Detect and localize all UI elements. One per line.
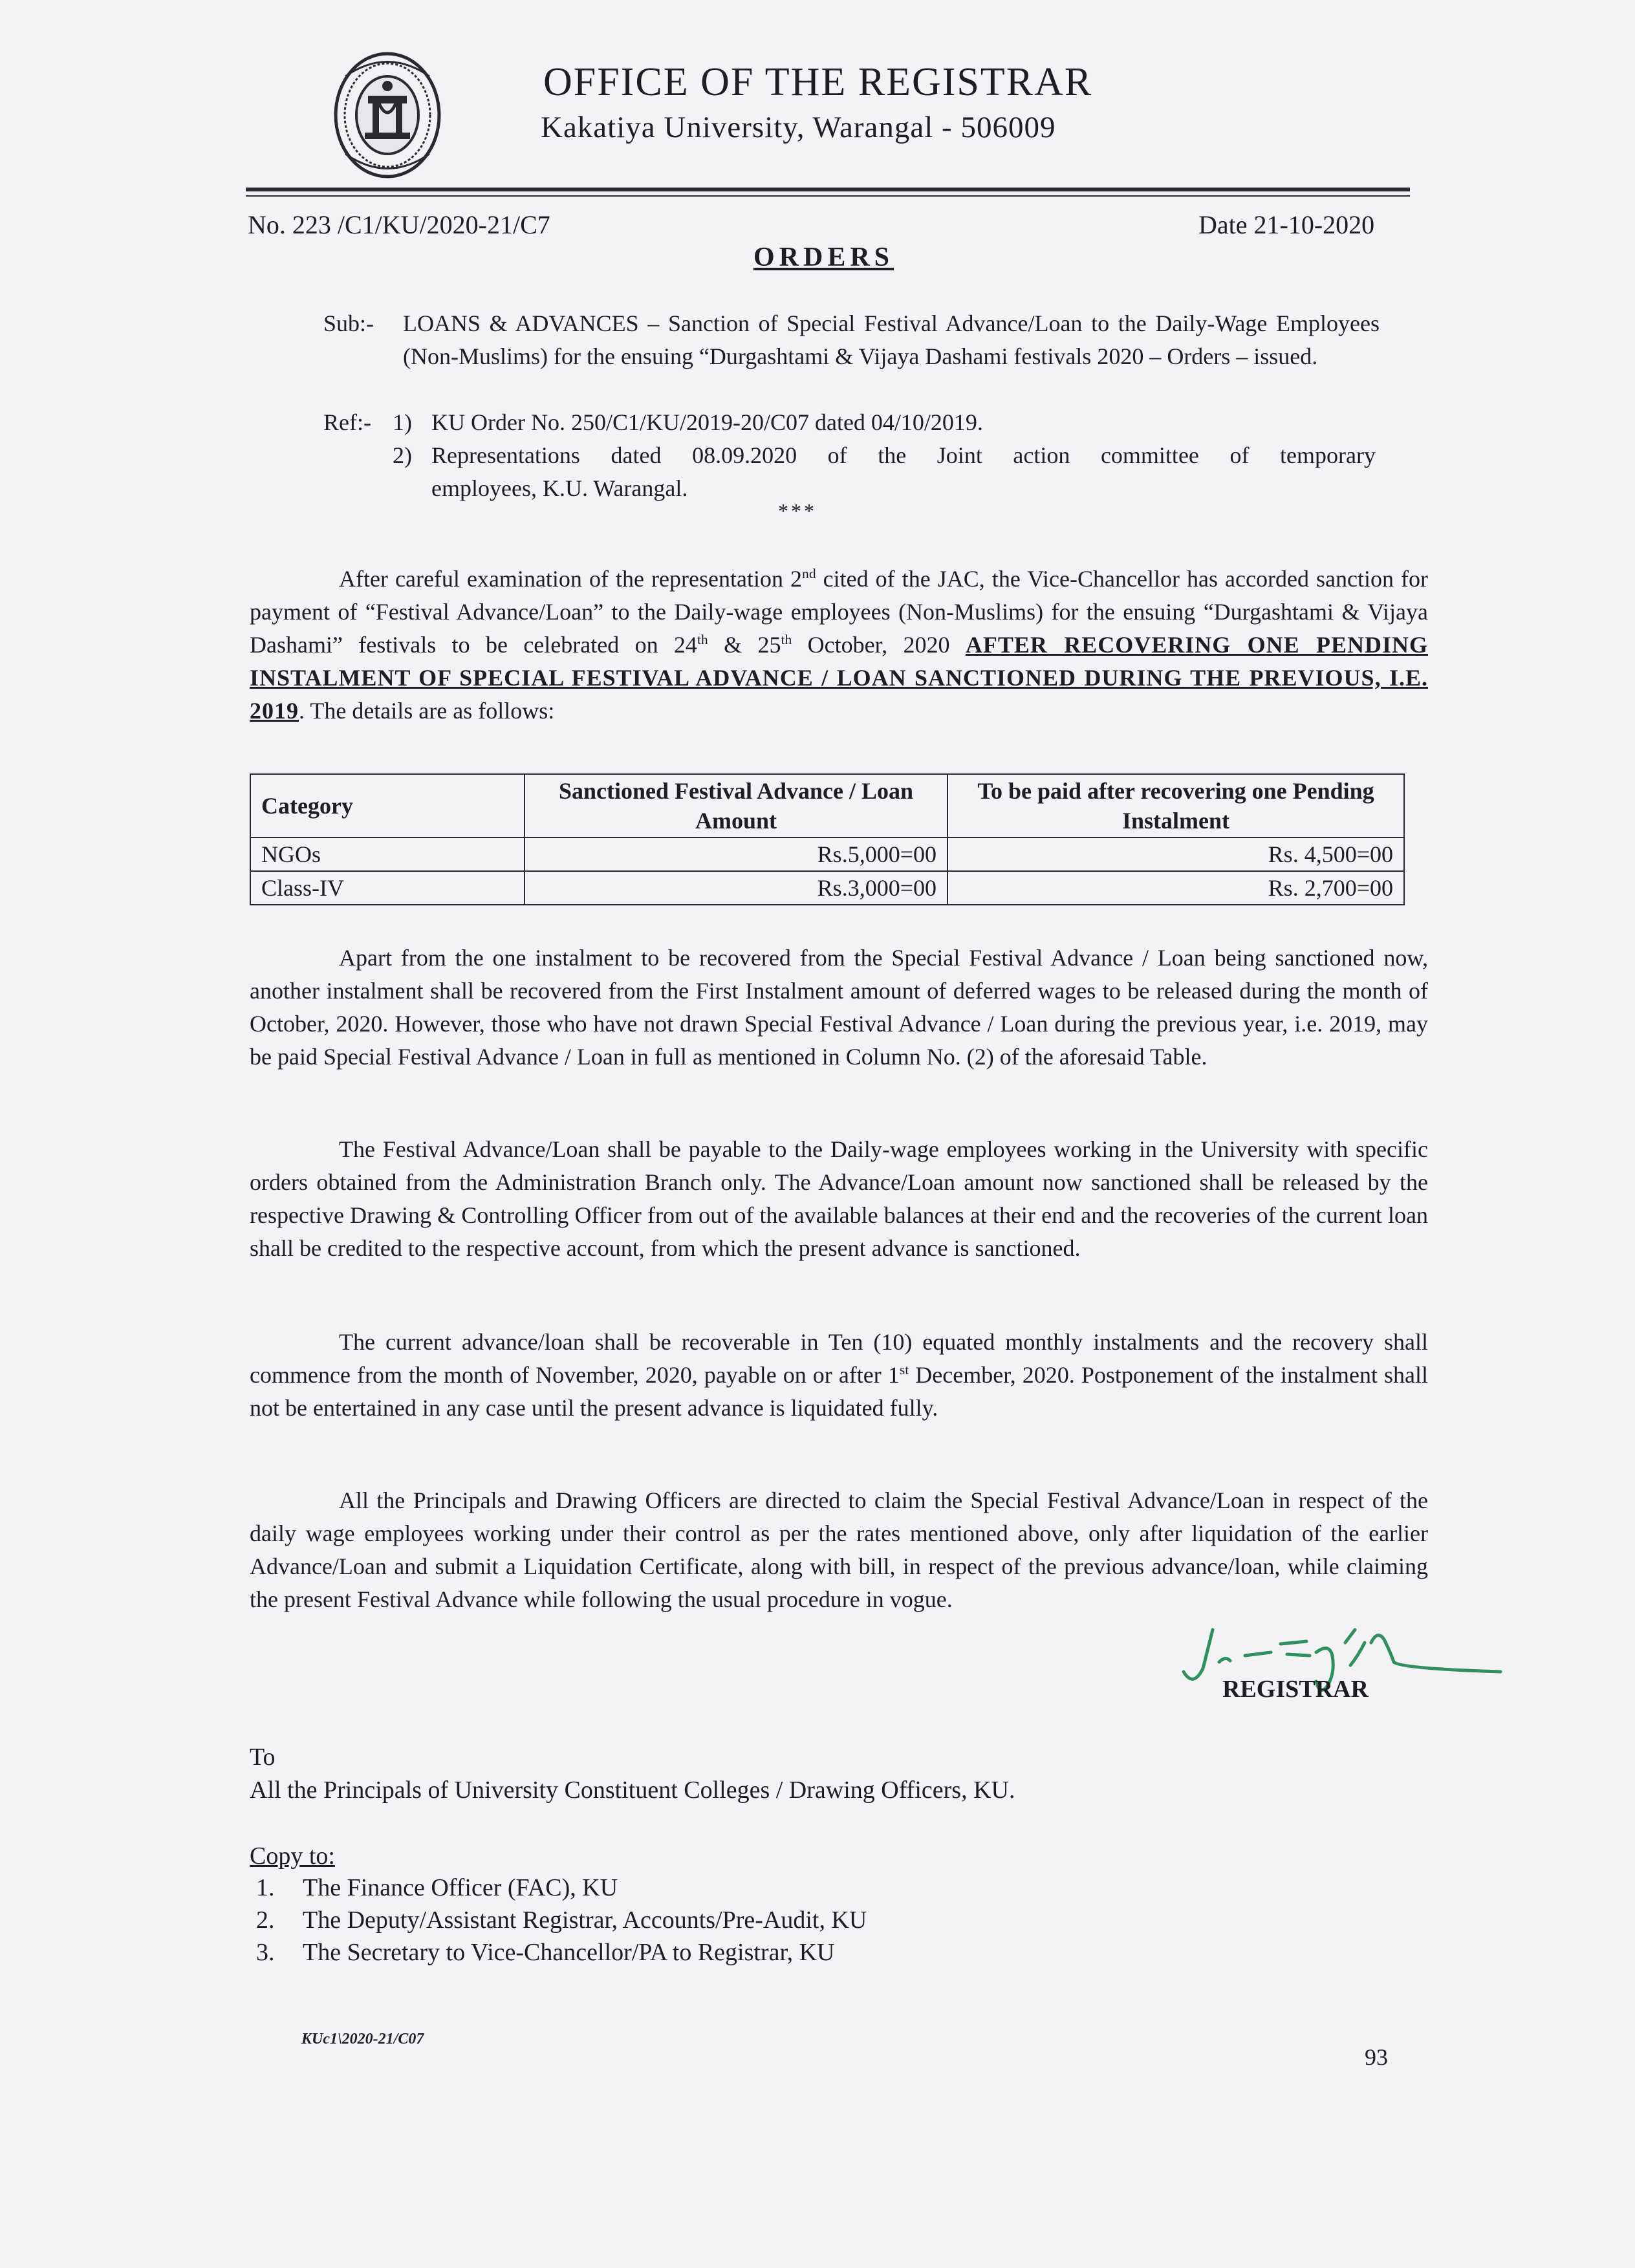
order-date: Date 21-10-2020 <box>1198 210 1375 239</box>
table-row <box>250 837 1404 871</box>
table-cell: NGOs <box>250 837 525 871</box>
ref-text: Representations dated 08.09.2020 of the Joint action committee of temporary <box>431 442 1376 468</box>
table-header-row <box>250 774 1404 837</box>
para1-text: & 25 <box>708 632 781 658</box>
header-rule <box>246 188 1410 191</box>
para1-text: After careful examination of the representation 2 <box>339 566 803 592</box>
list-text: The Secretary to Vice-Chancellor/PA to Registrar, KU <box>303 1939 835 1966</box>
superscript: nd <box>802 566 816 581</box>
ref-item-1 <box>393 406 1376 439</box>
para4-text: The current advance/loan shall be recoverable in Ten (10) equated monthly instalments and the recovery shall commence from the month of November, 2020, payable on or after 1 <box>250 1329 1428 1388</box>
registrar-designation: REGISTRAR <box>1222 1676 1369 1703</box>
paragraph-1 <box>250 563 1428 728</box>
subject-text: LOANS & ADVANCES – Sanction of Special Festival Advance/Loan to the Daily-Wage Employees (Non-Muslims) for the ensuing “Durgashtami & Vijaya Dashami festivals 2020 – Orders – issued. <box>403 310 1380 369</box>
superscript: st <box>899 1362 909 1377</box>
list-item <box>256 1938 835 1967</box>
copy-to-label: Copy to: <box>250 1842 335 1870</box>
ref-number: 2) <box>393 442 412 468</box>
ref-label: Ref:- <box>323 409 371 435</box>
table-row <box>250 871 1404 905</box>
header-rule-thin <box>246 195 1410 197</box>
table-cell: Rs. 4,500=00 <box>947 837 1404 871</box>
university-name: Kakatiya University, Warangal - 506009 <box>541 111 1056 144</box>
para4-text: December, 2020. Postponement of the instalment shall not be entertained in any case until the present advance is liquidated fully. <box>250 1362 1428 1421</box>
para1-text: cited of the JAC, the Vice-Chancellor has accorded sanction for payment of “Festival Advance/Loan” to the Daily-wage employees (Non-Muslims) for the ensuing “Durgashtami & Vijaya Dashami” festivals to be celebrated on 24 <box>250 566 1428 658</box>
table-header: Category <box>250 774 525 837</box>
superscript: th <box>697 632 708 647</box>
ref-item-2 <box>393 439 1376 472</box>
list-text: The Deputy/Assistant Registrar, Accounts/Pre-Audit, KU <box>303 1906 867 1934</box>
office-title: OFFICE OF THE REGISTRAR <box>543 60 1093 104</box>
table-header: To be paid after recovering one Pending Instalment <box>947 774 1404 837</box>
table-cell: Rs.5,000=00 <box>525 837 947 871</box>
separator: *** <box>778 499 817 523</box>
order-number: No. 223 /C1/KU/2020-21/C7 <box>248 210 550 239</box>
superscript: th <box>781 632 792 647</box>
subject-label: Sub:- <box>323 310 374 336</box>
addressee: All the Principals of University Constituent Colleges / Drawing Officers, KU. <box>250 1777 1015 1804</box>
list-item <box>256 1906 867 1934</box>
table-cell: Class-IV <box>250 871 525 905</box>
page-number: 93 <box>1365 2044 1388 2070</box>
orders-heading: ORDERS <box>753 243 894 272</box>
list-number: 1. <box>256 1874 275 1901</box>
para1-text: . The details are as follows: <box>299 698 555 724</box>
table-cell: Rs. 2,700=00 <box>947 871 1404 905</box>
list-item <box>256 1874 618 1902</box>
emphasis-text: AFTER RECOVERING ONE PENDING INSTALMENT OF SPECIAL FESTIVAL ADVANCE / LOAN SANCTIONED DURING THE PREVIOUS, I.E. 2019 <box>250 632 1428 724</box>
paragraph-5: All the Principals and Drawing Officers are directed to claim the Special Festival Advance/Loan in respect of the daily wage employees working under their control as per the rates mentioned above, only after liquidation of the earlier Advance/Loan and submit a Liquidation Certificate, along with bill, in respect of the previous advance/loan, while claiming the present Festival Advance while following the usual procedure in vogue. <box>250 1487 1428 1612</box>
to-label: To <box>250 1744 276 1771</box>
paragraph-2: Apart from the one instalment to be recovered from the Special Festival Advance / Loan being sanctioned now, another instalment shall be recovered from the First Instalment amount of deferred wages to be released during the month of October, 2020. However, those who have not drawn Special Festival Advance / Loan during the previous year, i.e. 2019, may be paid Special Festival Advance / Loan in full as mentioned in Column No. (2) of the aforesaid Table. <box>250 945 1428 1070</box>
para1-text: October, 2020 <box>792 632 966 658</box>
ref-number: 1) <box>393 409 412 435</box>
file-code: KUc1\2020-21/C07 <box>301 2031 424 2047</box>
university-seal-icon <box>332 50 442 180</box>
paragraph-4 <box>250 1326 1428 1425</box>
list-number: 3. <box>256 1939 275 1966</box>
list-text: The Finance Officer (FAC), KU <box>303 1874 618 1901</box>
ref-text: KU Order No. 250/C1/KU/2019-20/C07 dated 04/10/2019. <box>431 409 983 435</box>
paragraph-3: The Festival Advance/Loan shall be payable to the Daily-wage employees working in the University with specific orders obtained from the Administration Branch only. The Advance/Loan amount now sanctioned shall be released by the respective Drawing & Controlling Officer from out of the available balances at their end and the recoveries of the current loan shall be credited to the respective account, from which the present advance is sanctioned. <box>250 1136 1428 1261</box>
table-cell: Rs.3,000=00 <box>525 871 947 905</box>
table-header: Sanctioned Festival Advance / Loan Amount <box>525 774 947 837</box>
list-number: 2. <box>256 1906 275 1934</box>
festival-advance-table <box>250 773 1405 905</box>
ref-item-2-continued: employees, K.U. Warangal. <box>431 475 688 501</box>
